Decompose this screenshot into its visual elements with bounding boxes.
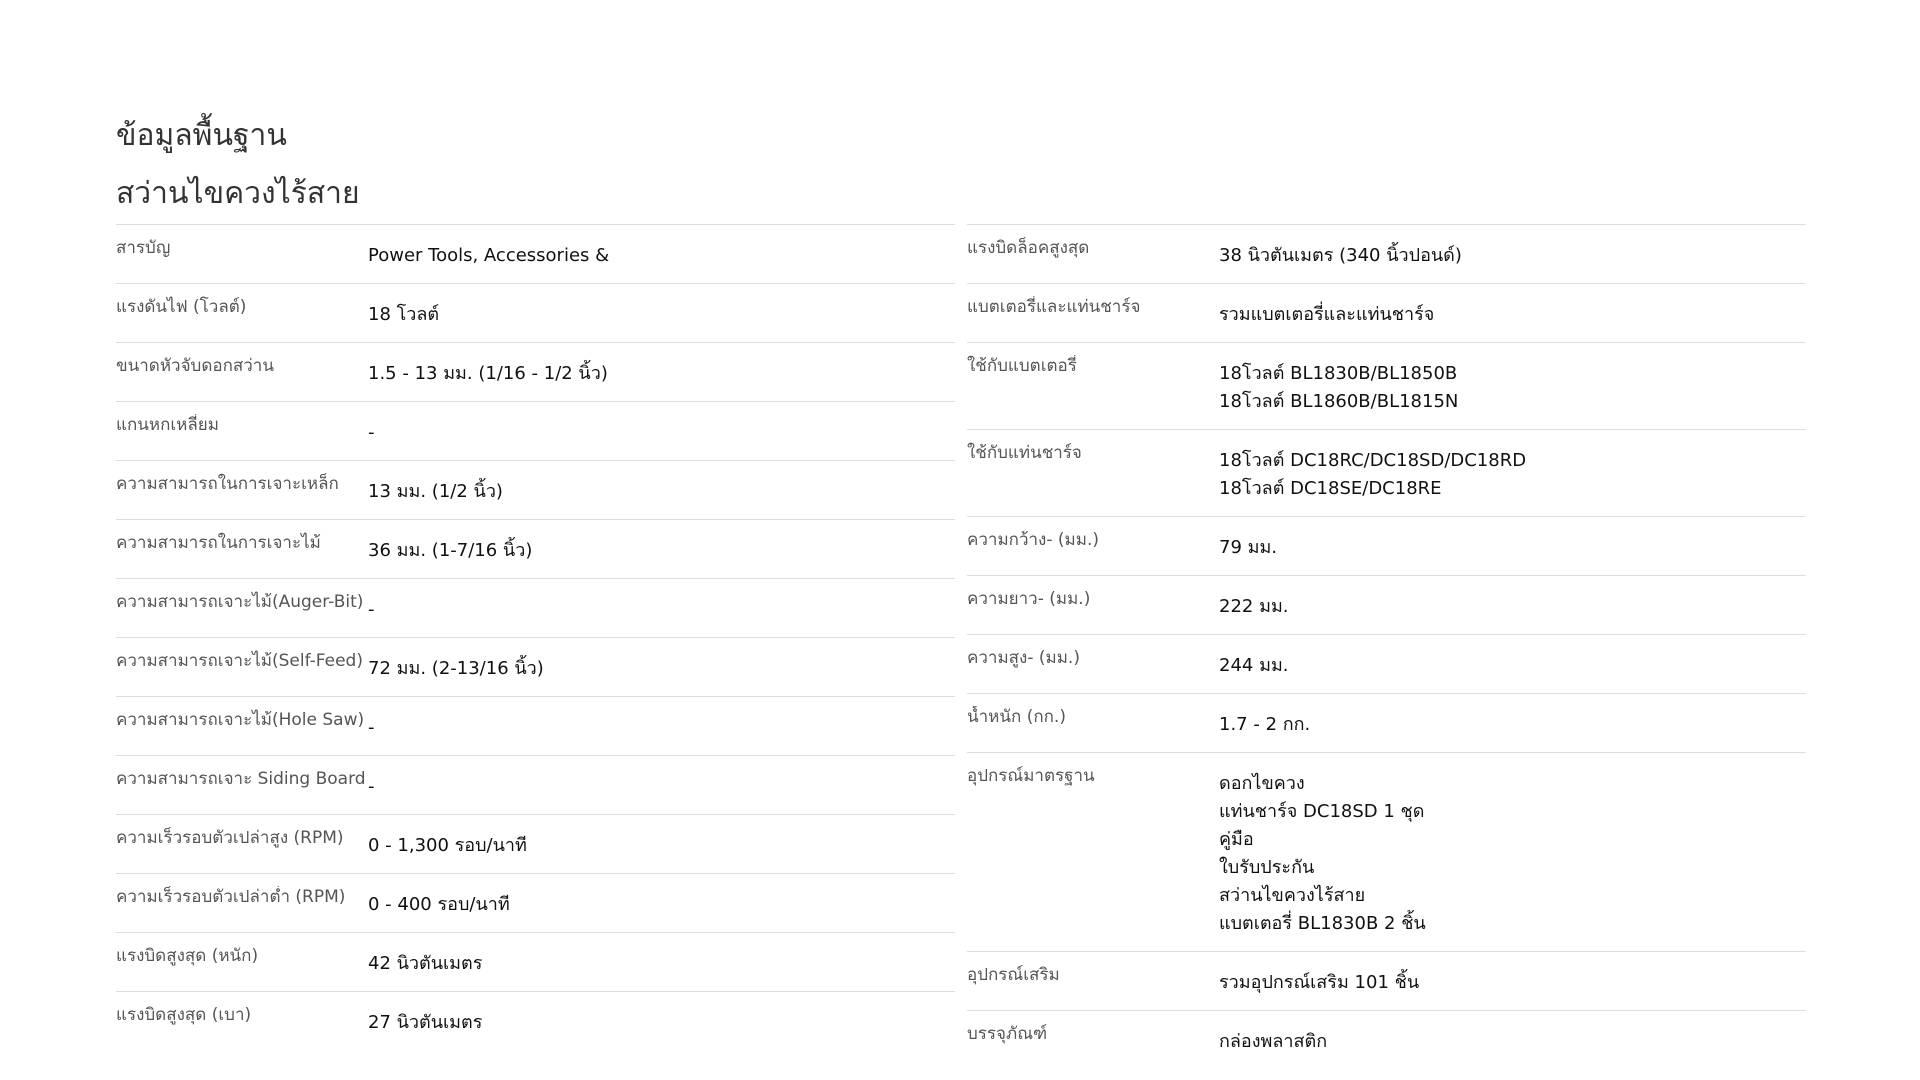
spec-label: ความยาว- (มม.) [967,589,1091,609]
spec-row [116,873,955,932]
spec-value [1219,765,1806,938]
spec-label: ความสามารถเจาะ Siding Board [116,769,366,789]
spec-value-line: - [368,422,375,443]
spec-value [368,945,955,978]
spec-value-line: 36 มม. (1-7/16 นิ้ว) [368,540,533,561]
spec-value-line: 18 โวลต์ [368,304,440,325]
spec-label: ความสามารถเจาะไม้(Hole Saw) [116,710,365,730]
spec-value-line: กล่องพลาสติก [1219,1031,1328,1052]
spec-row [967,429,1806,516]
spec-label: ความสามารถในการเจาะเหล็ก [116,474,339,494]
spec-row [967,516,1806,575]
spec-value-line: - [368,776,375,797]
spec-row [116,519,955,578]
spec-value-line: 42 นิวตันเมตร [368,953,483,974]
spec-value-line: - [368,717,375,738]
spec-value-line: - [368,599,375,620]
spec-value-line: 38 นิวตันเมตร (340 นิ้วปอนด์) [1219,245,1462,266]
spec-row [116,755,955,814]
spec-row [967,752,1806,951]
spec-row [967,575,1806,634]
spec-value-line: คู่มือ [1219,829,1254,850]
section-title: ข้อมูลพื้นฐาน [116,118,287,153]
spec-label: ความสูง- (มม.) [967,648,1080,668]
spec-value [1219,529,1806,562]
spec-page [116,118,1806,1069]
spec-value-line: รวมอุปกรณ์เสริม 101 ชิ้น [1219,972,1420,993]
spec-value-line: 1.5 - 13 มม. (1/16 - 1/2 นิ้ว) [368,363,608,384]
spec-value-line: รวมแบตเตอรี่และแท่นชาร์จ [1219,304,1435,325]
spec-value [368,355,955,388]
spec-value-line: 0 - 1,300 รอบ/นาที [368,835,527,856]
spec-label: แบตเตอรี่และแท่นชาร์จ [967,297,1141,317]
spec-row [116,814,955,873]
spec-value-line: ดอกไขควง [1219,773,1305,794]
spec-value [368,886,955,919]
spec-label: ขนาดหัวจับดอกสว่าน [116,356,274,376]
spec-value-line: 13 มม. (1/2 นิ้ว) [368,481,503,502]
spec-row [967,951,1806,1010]
spec-value-line: 79 มม. [1219,537,1278,558]
spec-label: ความสามารถเจาะไม้(Auger-Bit) [116,592,364,612]
spec-row [116,932,955,991]
spec-value-line: 18โวลต์ BL1860B/BL1815N [1219,391,1459,412]
spec-label: แรงบิดล็อคสูงสุด [967,238,1090,258]
spec-label: ความเร็วรอบตัวเปล่าสูง (RPM) [116,828,344,848]
spec-value [1219,588,1806,621]
spec-value [1219,1023,1806,1056]
spec-value [368,296,955,329]
spec-columns [116,224,1806,1069]
spec-label: น้ำหนัก (กก.) [967,707,1066,727]
spec-value [1219,647,1806,680]
spec-value-line: Power Tools, Accessories & [368,245,610,266]
spec-value [368,709,955,742]
spec-row [116,342,955,401]
spec-column-right [967,224,1806,1069]
spec-row [967,634,1806,693]
spec-row [116,224,955,283]
spec-value [368,1004,955,1037]
spec-label: ความเร็วรอบตัวเปล่าต่ำ (RPM) [116,887,346,907]
spec-row [967,1010,1806,1069]
spec-row [116,460,955,519]
spec-value-line: 18โวลต์ BL1830B/BL1850B [1219,363,1458,384]
spec-label: ใช้กับแบตเตอรี่ [967,356,1077,376]
spec-value-line: 18โวลต์ DC18SE/DC18RE [1219,478,1442,499]
spec-value [1219,355,1806,416]
spec-label: ความกว้าง- (มม.) [967,530,1099,550]
spec-value [1219,237,1806,270]
spec-label: แรงบิดสูงสุด (หนัก) [116,946,259,966]
spec-value-line: แท่นชาร์จ DC18SD 1 ชุด [1219,801,1425,822]
spec-label: ความสามารถเจาะไม้(Self-Feed) [116,651,363,671]
spec-row [116,401,955,460]
spec-row [116,283,955,342]
spec-value-line: 0 - 400 รอบ/นาที [368,894,510,915]
spec-row [967,693,1806,752]
spec-row [967,224,1806,283]
spec-value-line: ใบรับประกัน [1219,857,1315,878]
spec-label: ความสามารถในการเจาะไม้ [116,533,321,553]
spec-row [116,991,955,1050]
spec-label: สารบัญ [116,238,171,258]
spec-value [368,827,955,860]
spec-value [368,237,955,270]
spec-value [368,650,955,683]
spec-value [368,414,955,447]
spec-value-line: แบตเตอรี่ BL1830B 2 ชิ้น [1219,913,1426,934]
spec-value [1219,964,1806,997]
spec-row [967,342,1806,429]
product-name: สว่านไขควงไร้สาย [116,176,360,211]
spec-value-line: สว่านไขควงไร้สาย [1219,885,1366,906]
spec-row [116,696,955,755]
spec-value-line: 222 มม. [1219,596,1289,617]
spec-label: ใช้กับแท่นชาร์จ [967,443,1082,463]
spec-row [967,283,1806,342]
spec-value [1219,706,1806,739]
spec-label: บรรจุภัณฑ์ [967,1024,1048,1044]
spec-label: แกนหกเหลี่ยม [116,415,219,435]
spec-label: อุปกรณ์มาตรฐาน [967,766,1095,786]
spec-value-line: 27 นิวตันเมตร [368,1012,483,1033]
spec-label: แรงบิดสูงสุด (เบา) [116,1005,252,1025]
spec-value [368,768,955,801]
spec-value [1219,296,1806,329]
spec-label: อุปกรณ์เสริม [967,965,1060,985]
spec-row [116,637,955,696]
spec-value-line: 244 มม. [1219,655,1289,676]
spec-value-line: 72 มม. (2-13/16 นิ้ว) [368,658,544,679]
spec-value-line: 1.7 - 2 กก. [1219,714,1311,735]
spec-column-left [116,224,955,1069]
spec-value-line: 18โวลต์ DC18RC/DC18SD/DC18RD [1219,450,1527,471]
spec-value [368,591,955,624]
spec-value [368,473,955,506]
spec-row [116,578,955,637]
spec-value [1219,442,1806,503]
spec-label: แรงดันไฟ (โวลต์) [116,297,247,317]
spec-value [368,532,955,565]
